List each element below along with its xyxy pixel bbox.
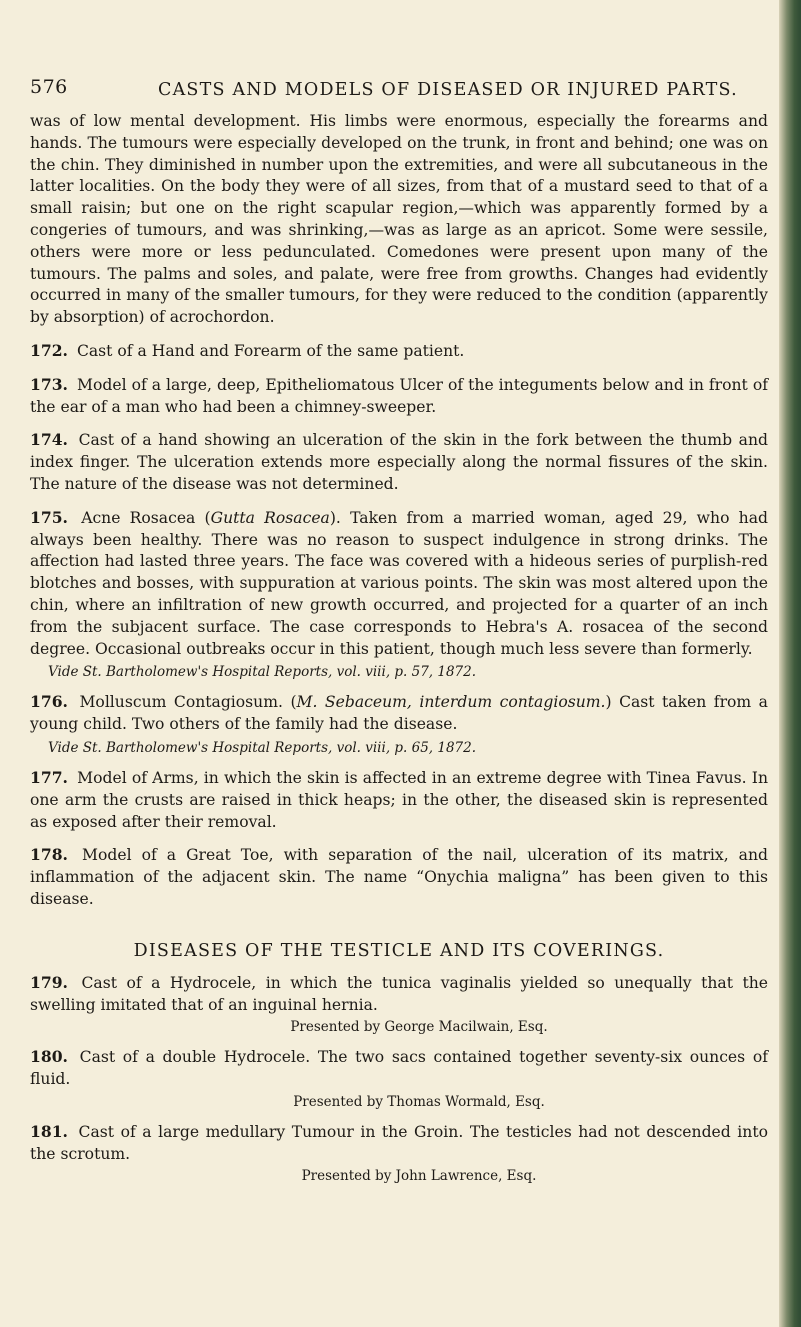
presented-by-line: Presented by George Macilwain, Esq.	[290, 1019, 548, 1036]
entry-text: Model of Arms, in which the skin is affected in an extreme degree with Tinea Favus. In one arm the crusts are raised in thick heaps; in the other, the diseased skin is represented as exposed after their removal.	[30, 768, 769, 831]
entry-number: 174.	[30, 430, 68, 450]
entry-174	[30, 429, 768, 495]
entry-number: 179.	[30, 972, 68, 992]
entry-italic-text: M. Sebaceum, interdum contagiosum.	[296, 693, 606, 712]
entry-178	[30, 844, 768, 910]
entry-reference: Vide St. Bartholomew's Hospital Reports, vol. viii, p. 57, 1872.	[48, 664, 477, 681]
entry-173	[30, 374, 768, 419]
entry-text-continued: ) Cast taken from a young child. Two others of the family had the disease.	[30, 693, 768, 734]
entry-text: Molluscum Contagiosum. (	[79, 693, 297, 712]
entry-number: 178.	[30, 845, 68, 865]
running-head	[30, 76, 768, 112]
entry-text: Acne Rosacea (	[81, 508, 211, 527]
entry-180	[30, 1046, 768, 1091]
running-title: CASTS AND MODELS OF DISEASED OR INJURED PARTS.	[158, 80, 738, 100]
entry-181	[30, 1121, 768, 1166]
book-page	[30, 76, 768, 1184]
entry-176	[30, 691, 768, 736]
entry-177	[30, 767, 768, 833]
entry-text: Model of a large, deep, Epitheliomatous Ulcer of the integuments below and in front of the ear of a man who had been a chimney-sweeper.	[30, 375, 768, 416]
entry-text: Model of a Great Toe, with separation of the nail, ulceration of its matrix, and inflammation of the adjacent skin. The name “Onychia maligna” has been given to this disease.	[30, 846, 768, 908]
entry-italic-text: Gutta Rosacea	[210, 508, 330, 527]
entry-number: 181.	[30, 1121, 68, 1141]
entry-text: Cast of a Hydrocele, in which the tunica vaginalis yielded so unequally that the swelling imitated that of an inguinal hernia.	[30, 973, 768, 1014]
entry-number: 180.	[30, 1047, 68, 1067]
presented-by-line: Presented by Thomas Wormald, Esq.	[293, 1093, 545, 1110]
page-number: 576	[30, 76, 68, 98]
entry-text: Cast of a double Hydrocele. The two sacs contained together seventy-six ounces of fluid.	[30, 1048, 768, 1089]
entry-number: 172.	[30, 340, 68, 360]
entry-172	[30, 340, 768, 363]
entry-text: Cast of a hand showing an ulceration of the skin in the fork between the thumb and index finger. The ulceration extends more especially along the normal fissures of the skin. The nature of the disease was not determined.	[30, 431, 768, 493]
entry-number: 177.	[30, 767, 68, 787]
entry-number: 175.	[30, 507, 68, 527]
continuation-paragraph: was of low mental development. His limbs were enormous, especially the forearms and hands. The tumours were especially developed on the trunk, in front and behind; one was on the chin. They diminished in number upon the extremities, and were all subcutaneous in the latter localities. On the body they were of all sizes, from that of a mustard seed to that of a small raisin; but one on the right scapular region,—which was apparently formed by a congeries of tumours, and was shrinking,—was as large as an apricot. Some were sessile, others were more or less pedunculated. Comedones were present upon many of the tumours. The palms and soles, and palate, were free from growths. Changes had evidently occurred in many of the smaller tumours, for they were reduced to the condition (apparently by absorption) of acrochordon.	[30, 112, 768, 327]
entry-number: 176.	[30, 692, 68, 712]
book-binding-edge	[779, 0, 801, 1327]
entry-175	[30, 507, 768, 661]
entry-reference: Vide St. Bartholomew's Hospital Reports, vol. viii, p. 65, 1872.	[48, 739, 477, 756]
presented-by-line: Presented by John Lawrence, Esq.	[301, 1168, 537, 1185]
entry-text-continued: ). Taken from a married woman, aged 29, who had always been healthy. There was no reason to suspect indulgence in strong drinks. The affection had lasted three years. The face was covered with a hideous series of purplish-red blotches and bosses, with suppuration at various points. The skin was most altered upon the chin, where an infiltration of new growth occurred, and projected for a quarter of an inch from the subjacent surface. The case corresponds to Hebra's A. rosacea of the second degree. Occasional outbreaks occur in this patient, though much less severe than formerly.	[30, 508, 768, 658]
entry-179	[30, 972, 768, 1017]
entry-number: 173.	[30, 374, 68, 394]
entry-text: Cast of a large medullary Tumour in the Groin. The testicles had not descended into the scrotum.	[30, 1122, 768, 1163]
entry-text: Cast of a Hand and Forearm of the same patient.	[76, 341, 465, 360]
section-heading: DISEASES OF THE TESTICLE AND ITS COVERINGS.	[133, 940, 665, 961]
